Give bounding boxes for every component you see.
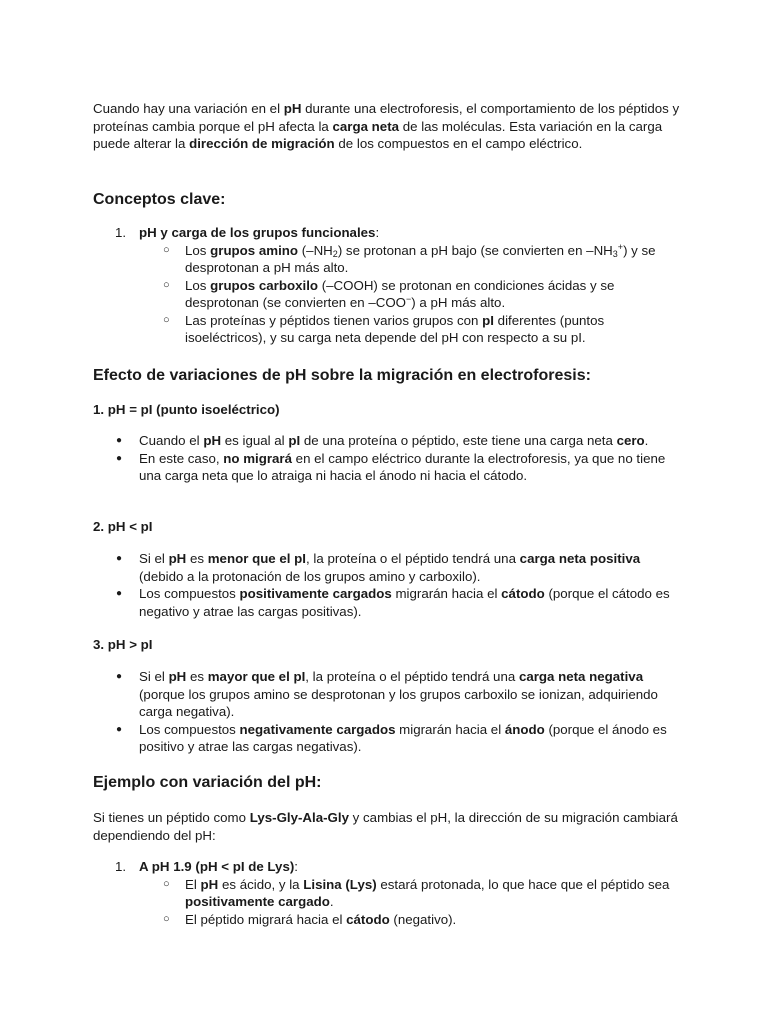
bullet-item [93, 721, 683, 756]
text: es [186, 669, 208, 684]
bold-text: cátodo [346, 911, 390, 927]
text: de una proteína o péptido, este tiene una carga neta [300, 433, 617, 448]
text: (–COOH) se protonan en condiciones ácidas y se desprotonan (se convierten en –COO [185, 277, 615, 310]
text: migrarán hacia el [391, 586, 502, 601]
sub-list-item [139, 911, 683, 929]
text: Los compuestos [139, 586, 240, 601]
bold-text: grupos amino [210, 242, 299, 258]
bold-text: cero [616, 433, 645, 448]
ejemplo-paragraph [93, 809, 683, 844]
bold-text: positivamente cargado [185, 894, 330, 909]
bold-text: menor que el pI [207, 551, 307, 566]
text: , la proteína o el péptido tendrá una [306, 551, 520, 566]
sub-list-item [139, 876, 683, 911]
bullet-item [93, 550, 683, 585]
text: es igual al [221, 433, 289, 448]
case2-bullet-list [93, 550, 683, 620]
sub-list [139, 876, 683, 929]
ejemplo-list [93, 858, 683, 928]
section-heading-ejemplo: Ejemplo con variación del pH: [93, 774, 322, 791]
bold-text: pI [482, 312, 494, 328]
bold-text: pH [200, 876, 219, 892]
text: Cuando el [139, 433, 204, 448]
list-marker: 1. [115, 225, 127, 240]
superscript: − [406, 294, 412, 304]
intro-paragraph [93, 100, 683, 153]
text: (porque el ánodo es positivo y atrae las cargas negativas). [139, 721, 667, 754]
bullet-item [93, 432, 683, 450]
bold-text: grupos carboxilo [210, 277, 319, 293]
text: es [186, 551, 208, 566]
section-heading-efecto: Efecto de variaciones de pH sobre la migración en electroforesis: [93, 367, 591, 384]
text: Las proteínas y péptidos tienen varios grupos con [185, 312, 483, 328]
bold-text: pH [168, 669, 187, 684]
text: : [294, 859, 298, 874]
text: (–NH [298, 242, 333, 258]
text: El péptido migrará hacia el [185, 911, 347, 927]
text: ) y se desprotonan a pH más alto. [185, 242, 656, 275]
section-heading-conceptos: Conceptos clave: [93, 191, 226, 208]
text: Si tienes un péptido como [93, 810, 250, 825]
text: y cambias el pH, la dirección de su migración cambiará dependiendo del pH: [93, 810, 678, 843]
text: (debido a la protonación de los grupos amino y carboxilo). [139, 568, 481, 584]
conceptos-list [93, 224, 683, 347]
sub-list-item [139, 312, 683, 347]
text: es ácido, y la [218, 876, 304, 892]
text: El [185, 876, 201, 892]
bold-text: pH [203, 433, 222, 448]
text: (porque el cátodo es negativo y atrae las cargas positivas). [139, 586, 670, 619]
list-item-title: pH y carga de los grupos funcionales [139, 225, 376, 240]
bold-text: no migrará [223, 450, 292, 466]
bold-text: carga neta positiva [519, 551, 641, 566]
text: (porque los grupos amino se desprotonan y los grupos carboxilo se ionizan, adquiriendo carga negativa). [139, 686, 658, 719]
superscript: + [617, 241, 624, 252]
bold-text: carga neta [332, 118, 400, 134]
case-heading-2: 2. pH < pI [93, 519, 153, 534]
text: estará protonada, lo que hace que el péptido sea [376, 876, 670, 892]
text: migrarán hacia el [395, 721, 505, 737]
bold-text: mayor que el pI [207, 669, 306, 684]
text: Cuando hay una variación en el [93, 101, 284, 116]
bullet-item [93, 668, 683, 721]
sub-list [139, 242, 683, 347]
text: de las moléculas. Esta variación en la carga puede alterar la [93, 118, 663, 151]
bold-text: Lys-Gly-Ala-Gly [249, 810, 349, 825]
text: En este caso, [139, 450, 224, 466]
text: , la proteína o el péptido tendrá una [305, 669, 519, 684]
bold-text: positivamente cargados [239, 586, 392, 601]
text: en el campo eléctrico durante la electroforesis, ya que no tiene una carga neta que lo atraiga ni hacia el ánodo ni hacia el cátodo. [139, 450, 666, 483]
text: . [329, 894, 334, 909]
bold-text: pH [283, 101, 302, 116]
text: : [375, 225, 380, 240]
list-marker: 1. [115, 859, 127, 874]
bold-text: ánodo [504, 721, 545, 737]
subscript: 2 [332, 248, 338, 259]
list-item [93, 224, 683, 347]
list-item-title: A pH 1.9 (pH < pI de Lys) [139, 859, 295, 874]
text: Si el [139, 551, 169, 566]
bold-text: negativamente cargados [239, 721, 396, 737]
text: Los [185, 277, 211, 293]
text: Los compuestos [139, 721, 240, 737]
text: ) a pH más alto. [411, 295, 506, 310]
sub-list-item [139, 277, 683, 312]
bold-text: dirección de migración [189, 136, 335, 151]
case-heading-3: 3. pH > pI [93, 637, 153, 652]
case3-bullet-list [93, 668, 683, 756]
text: Si el [139, 669, 169, 684]
sub-list-item [139, 242, 683, 277]
text: ) se protonan a pH bajo (se convierten en –NH [337, 242, 613, 258]
case-heading-1: 1. pH = pI (punto isoeléctrico) [93, 402, 280, 417]
bold-text: carga neta negativa [518, 669, 644, 684]
bullet-item [93, 450, 683, 485]
bullet-item [93, 585, 683, 620]
subscript: 3 [612, 248, 618, 259]
text: durante una electroforesis, el comportamiento de los péptidos y proteínas cambia porque el pH afecta la [93, 101, 680, 134]
text: (negativo). [389, 911, 457, 927]
bold-text: cátodo [501, 586, 545, 601]
text: . [644, 433, 649, 448]
text: Los [185, 242, 211, 258]
text: de los compuestos en el campo eléctrico. [334, 136, 583, 151]
bold-text: Lisina (Lys) [303, 876, 377, 892]
bold-text: pH [168, 551, 187, 566]
list-item [93, 858, 683, 928]
text: diferentes (puntos isoeléctricos), y su carga neta depende del pH con respecto a su pI. [185, 312, 605, 345]
bold-text: pI [288, 433, 301, 448]
case1-bullet-list [93, 432, 683, 485]
